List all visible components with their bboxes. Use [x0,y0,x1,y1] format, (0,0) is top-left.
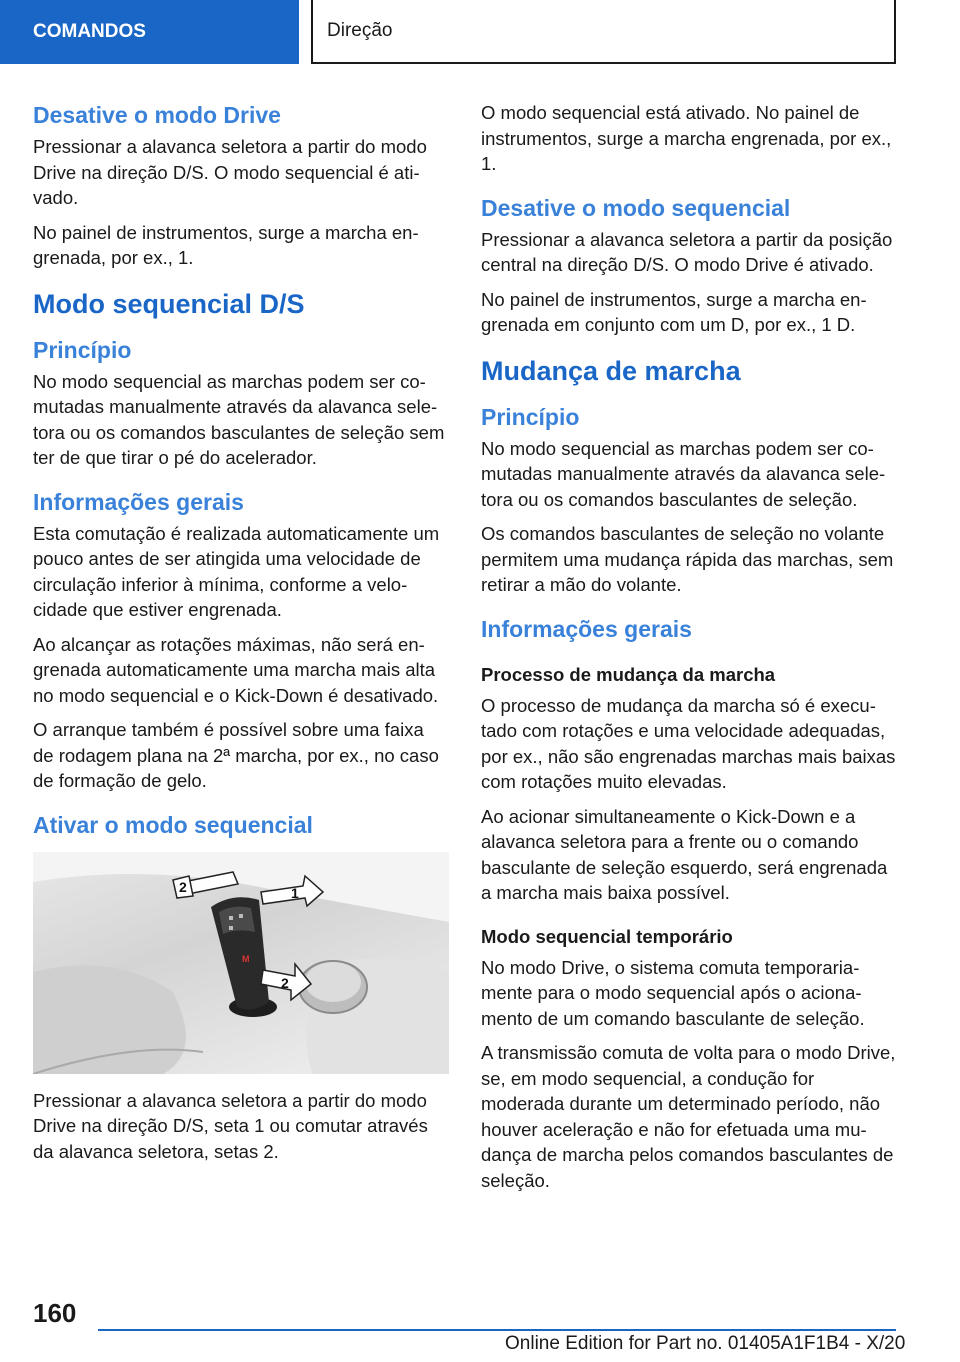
arrow-label-1: 1 [291,884,299,901]
heading-principio: Princípio [481,403,580,430]
paragraph: A transmissão comuta de volta para o modo Drive, se, em modo sequencial, a condução for moderada durante um determinado período, não houver aceleração e não for efetuada uma mudança de marcha pelos comandos basculantes de seleção. [481,1042,896,1191]
heading-mudanca-marcha: Mudança de marcha [481,355,741,386]
chapter-title: COMANDOS [33,21,146,42]
heading-ativar-sequencial: Ativar o modo sequencial [33,811,313,838]
paragraph: No modo sequencial as marchas podem ser comutadas manualmente através da alavanca seletora ou os comandos basculantes de seleção. [481,437,886,510]
arrow-label-2-bottom: 2 [281,974,289,991]
paragraph: No modo sequencial as marchas podem ser comutadas manualmente através da alavanca seletora ou os comandos basculantes de seleção sem ter de que tirar o pé do acelerador. [33,370,445,468]
heading-desative-drive: Desative o modo Drive [33,102,281,128]
heading-informacoes-gerais: Informações gerais [33,488,244,515]
paragraph: O arranque também é possível sobre uma faixa de rodagem plana na 2ª marcha, por ex., no caso de formação de gelo. [33,719,439,791]
heading-desative-sequencial: Desative o modo sequencial [481,194,791,221]
paragraph: Esta comutação é realizada automaticamente um pouco antes de ser atingida uma velocidade de circulação inferior à mínima, conforme a velocidade que estiver engrenada. [33,522,440,620]
paragraph: No painel de instrumentos, surge a marcha engrenada, por ex., 1. [33,221,419,268]
subheading-temporario: Modo sequencial temporário [481,925,733,947]
paragraph: No painel de instrumentos, surge a marcha engrenada em conjunto com um D, por ex., 1 D. [481,288,867,335]
heading-modo-sequencial: Modo sequencial D/S [33,288,305,319]
paragraph: O processo de mudança da marcha só é executado com rotações e uma velocidade adequadas, por ex., não são engrenadas marchas mais baixas com rotações muito elevadas. [481,694,896,792]
subheading-processo: Processo de mudança da marcha [481,663,776,685]
paragraph: Pressionar a alavanca seletora a partir da posição central na direção D/S. O modo Drive é ativado. [481,228,893,275]
gear-selector-illustration [33,852,449,1074]
section-title: Direção [327,20,393,41]
left-column [33,100,449,1173]
chapter-tab [0,0,299,64]
paragraph: Ao acionar simultaneamente o Kick-Down e a alavanca seletora para a frente ou o comando basculante de seleção esquerdo, será engrenada a marcha mais baixa possível. [481,805,888,903]
footer-divider [98,1329,896,1331]
gear-selector-drawing [33,852,449,1074]
right-column [481,100,899,1202]
paragraph: Ao alcançar as rotações máximas, não será engrenada automaticamente uma marcha mais alta no modo sequencial e o Kick-Down é desativado. [33,633,439,706]
heading-informacoes-gerais: Informações gerais [481,615,692,642]
section-header [311,0,896,64]
paragraph: Pressionar a alavanca seletora a partir do modo Drive na direção D/S, seta 1 ou comutar através da alavanca seletora, setas 2. [33,1089,428,1162]
footer-edition: Online Edition for Part no. 01405A1F1B4 - X/20 [505,1333,906,1354]
paragraph: Os comandos basculantes de seleção no volante permitem uma mudança rápida das marchas, sem retirar a mão do volante. [481,523,894,595]
arrow-label-2-top: 2 [179,878,187,895]
heading-principio: Princípio [33,336,132,363]
m-badge: M [242,953,250,964]
paragraph: O modo sequencial está ativado. No painel de instrumentos, surge a marcha engrenada, por ex., 1. [481,102,892,174]
paragraph: Pressionar a alavanca seletora a partir do modo Drive na direção D/S. O modo sequencial é ativado. [33,136,427,208]
paragraph: No modo Drive, o sistema comuta temporariamente para o modo sequencial após o acionamento de um comando basculante de seleção. [481,956,865,1029]
page-number: 160 [33,1298,77,1328]
